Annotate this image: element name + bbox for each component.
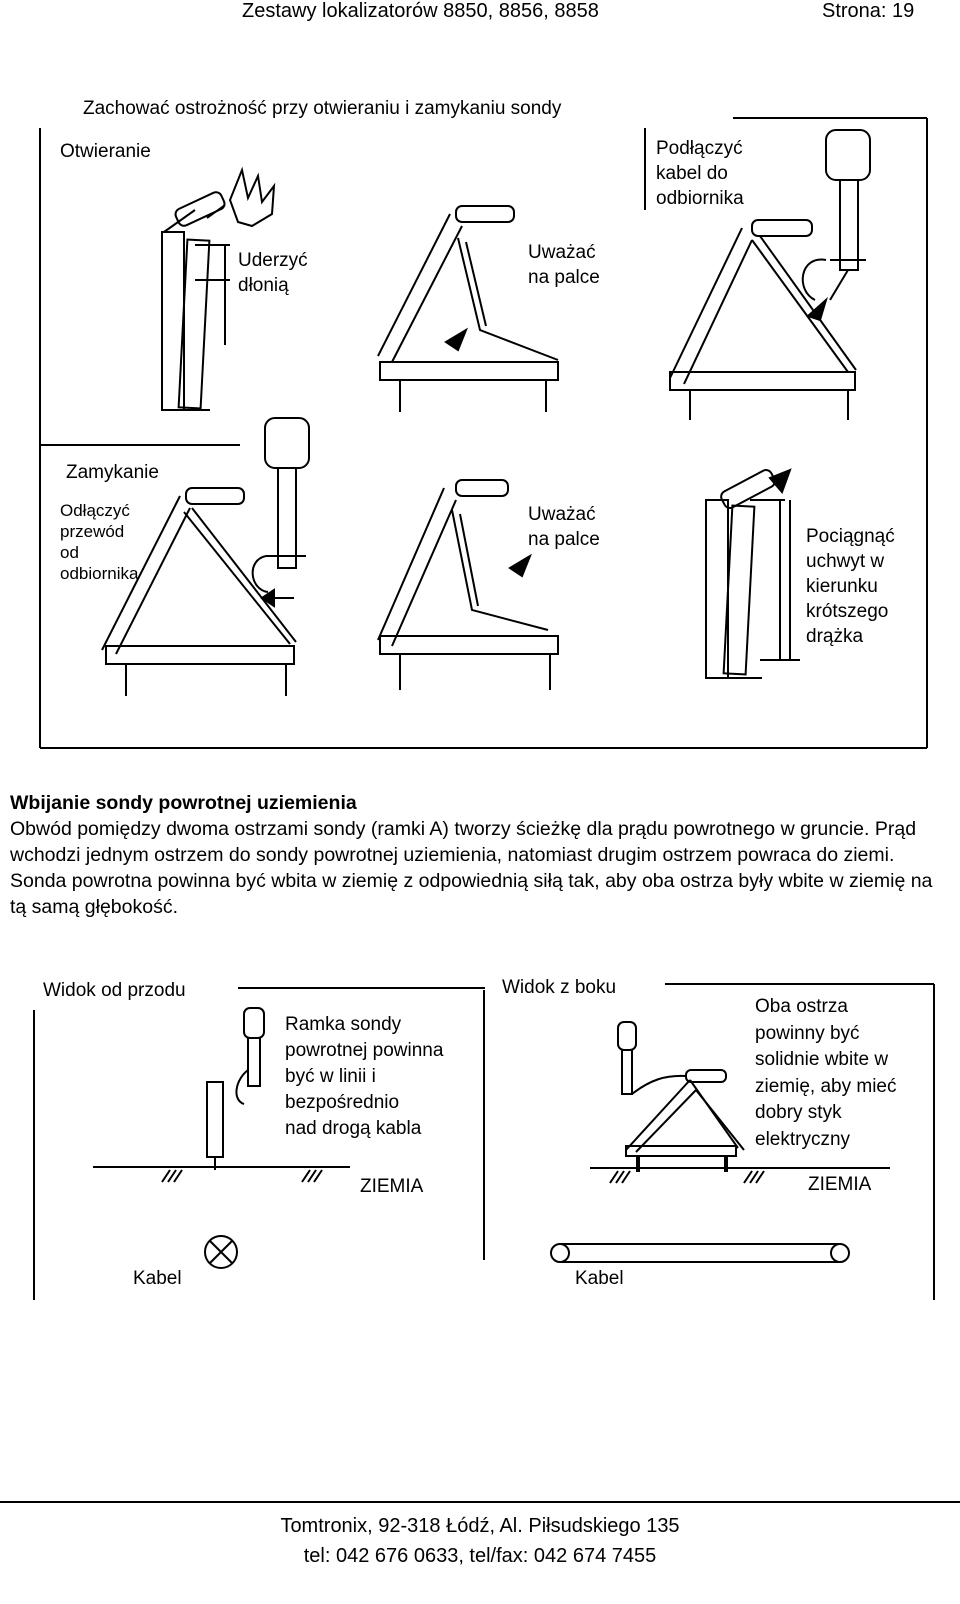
section-paragraph: Obwód pomiędzy dwoma ostrzami sondy (ramki A) tworzy ścieżkę dla prądu powrotnego w gruncie. Prąd wchodzi jednym ostrzem do sondy powrotnej uziemienia, natomiast drugim ostrzem powraca do ziemi. Sonda powrotna powinna być wbita w ziemię z odpowiednią siłą tak, aby oba ostrza były wbite w ziemię na tą samą głębokość. [10, 818, 933, 918]
pull-label: Pociągnąć uchwyt w kierunku krótszego drążka [806, 526, 895, 647]
receiver-device-1 [803, 130, 870, 300]
cable-label-1: Kabel [133, 1268, 182, 1289]
side-view-title: Widok z boku [502, 977, 617, 998]
footer-address: Tomtronix, 92-318 Łódź, Al. Piłsudskiego 135 [280, 1515, 680, 1537]
cable-side-icon [551, 1244, 849, 1262]
fingers-label-1: Uważać na palce [528, 242, 600, 288]
receiver-device-2 [253, 418, 309, 592]
front-view-note: Ramka sondy powrotnej powinna być w linii i bezpośrednio nad drogą kabla [285, 1014, 444, 1139]
ground-line-1 [93, 1167, 350, 1182]
hand-icon [207, 170, 274, 226]
probe-triangle-2 [378, 206, 558, 412]
probe-folded-1 [162, 190, 230, 410]
front-view-probe [207, 1008, 264, 1170]
ground-label-1: ZIEMIA [360, 1176, 424, 1197]
front-view-title: Widok od przodu [43, 980, 186, 1001]
page-number: Strona: 19 [822, 0, 915, 22]
closing-title: Zamykanie [66, 462, 159, 483]
side-view-note: Oba ostrza powinny być solidnie wbite w ziemię, aby mieć dobry styk elektryczny [755, 996, 897, 1150]
strike-label: Uderzyć dłonią [238, 250, 308, 296]
probe-triangle-3 [670, 220, 856, 420]
header-title: Zestawy lokalizatorów 8850, 8856, 8858 [242, 0, 599, 22]
connect-label: Podłączyć kabel do odbiornika [656, 138, 744, 209]
caution-text: Zachować ostrożność przy otwieraniu i zamykaniu sondy [83, 98, 562, 119]
cable-label-2: Kabel [575, 1268, 624, 1289]
opening-title: Otwieranie [60, 141, 151, 162]
section-body [10, 790, 950, 920]
cable-cross-section-icon [205, 1236, 237, 1268]
ground-label-2: ZIEMIA [808, 1174, 872, 1195]
disconnect-label: Odłączyć przewód od odbiornika [60, 501, 139, 583]
footer-phone: tel: 042 676 0633, tel/fax: 042 674 7455 [303, 1545, 657, 1567]
side-view-probe [618, 1022, 744, 1156]
section-heading: Wbijanie sondy powrotnej uziemienia [10, 792, 357, 814]
probe-folded-6 [706, 468, 800, 678]
fingers-label-2: Uważać na palce [528, 504, 600, 550]
